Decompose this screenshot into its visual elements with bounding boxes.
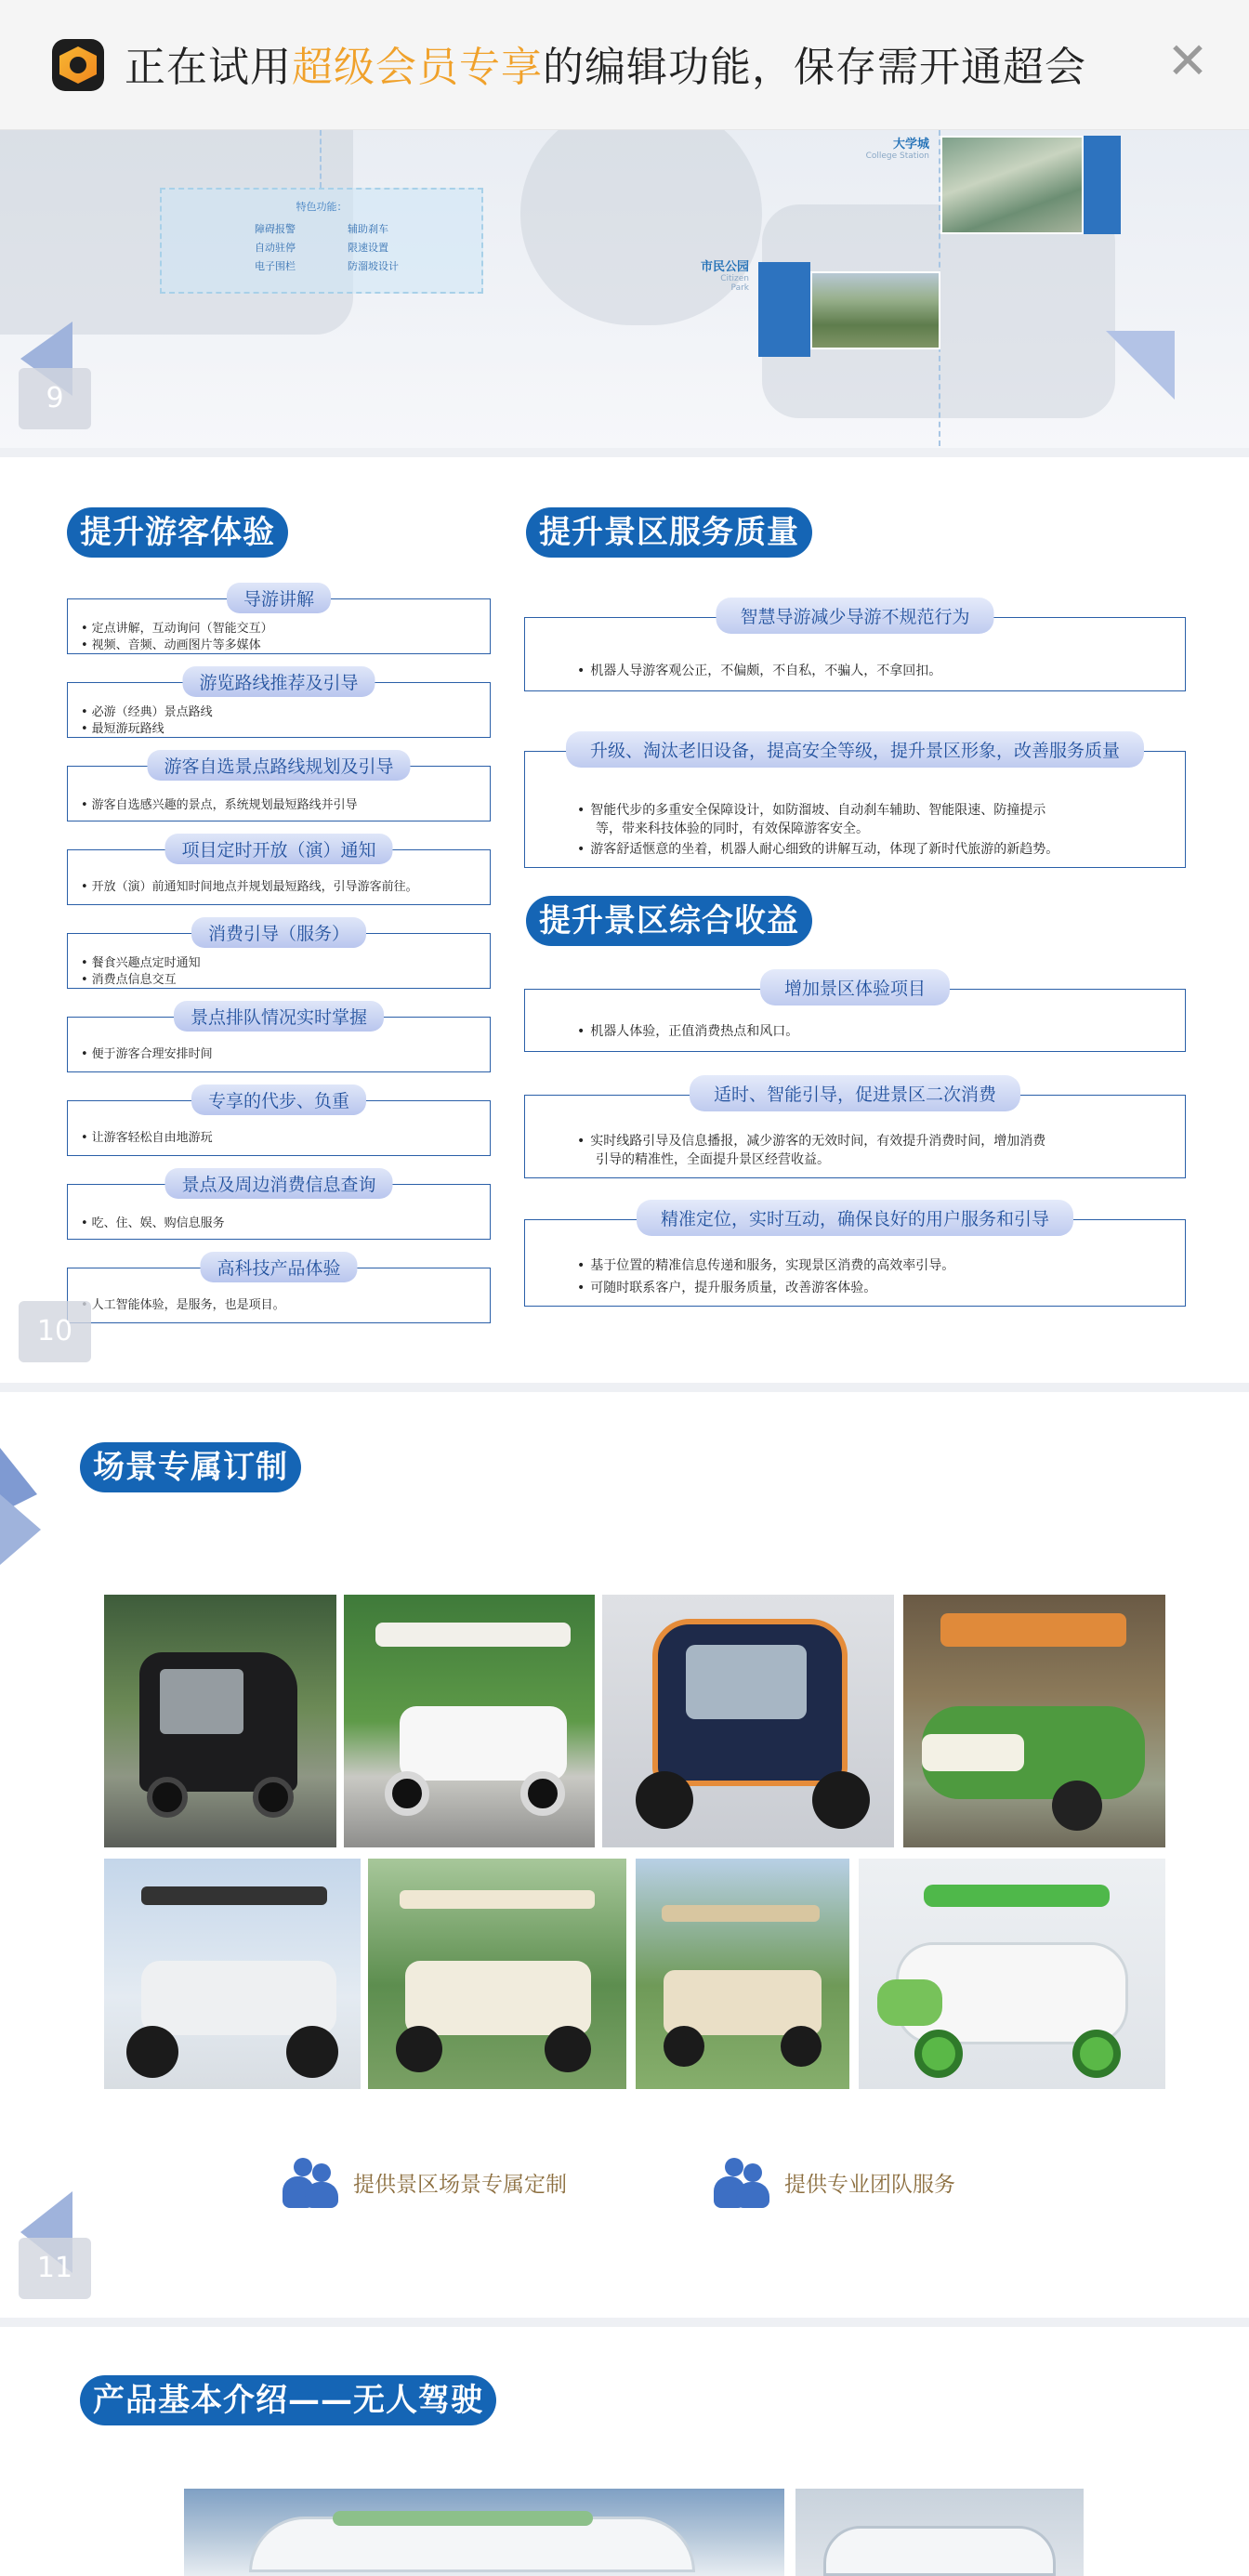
right-item-box: 升级、淘汰老旧设备，提高安全等级，提升景区形象，改善服务质量 • 智能代步的多重安全保障设计，如防溜坡、自动刹车辅助、智能限速、防撞提示 等，带来科技体验的同时，有效保障游客安全。 • 游客舒适惬意的坐着，机器人耐心细致的讲解互动，体现了新时代旅游的新趋势。 (524, 751, 1186, 868)
page-number: 11 (19, 2238, 91, 2299)
place-label-college: 大学城 College Station (865, 138, 929, 161)
slide-page-10 (0, 457, 1249, 1383)
cart-photo-navy-orange (602, 1595, 894, 1847)
right-item-box: 智慧导游减少导游不规范行为 • 机器人导游客观公正，不偏颇，不自私，不骗人，不拿回扣。 (524, 617, 1186, 691)
right-section-title-1: 提升景区服务质量 (526, 507, 812, 558)
product-photo-shuttle-2 (795, 2489, 1084, 2576)
svip-highlight[interactable]: 超级会员专享 (292, 44, 543, 91)
left-item-box: 导游讲解 • 定点讲解，互动询问（智能交互） • 视频、音频、动画图片等多媒体 (67, 598, 491, 654)
background-robot-shape (520, 130, 762, 325)
people-group-icon (281, 2156, 338, 2208)
close-icon[interactable]: ✕ (1166, 32, 1209, 90)
cart-photo-cream (368, 1859, 626, 2089)
college-photo (940, 136, 1084, 234)
left-item-box: 景点排队情况实时掌握 • 便于游客合理安排时间 (67, 1017, 491, 1072)
blue-block (758, 262, 810, 357)
cart-photo-cow-dinosaur (859, 1859, 1165, 2089)
left-item-box: 项目定时开放（演）通知 • 开放（演）前通知时间地点并规划最短路线，引导游客前往。 (67, 849, 491, 905)
connector-line (320, 130, 322, 188)
section-title: 产品基本介绍——无人驾驶 (80, 2375, 496, 2425)
cart-photo-crocodile (903, 1595, 1165, 1847)
left-item-box: 游客自选景点路线规划及引导 • 游客自选感兴趣的景点，系统规划最短路线并引导 (67, 766, 491, 821)
service-team: 提供专业团队服务 (712, 2156, 955, 2208)
cart-photo-white (344, 1595, 595, 1847)
decor-triangle (1106, 331, 1175, 400)
slide-page-12 (0, 2327, 1249, 2576)
right-item-box: 增加景区体验项目 • 机器人体验，正值消费热点和风口。 (524, 989, 1186, 1052)
right-item-box: 精准定位，实时互动，确保良好的用户服务和引导 • 基于位置的精准信息传递和服务，实现景区消费的高效率引导。 • 可随时联系客户，提升服务质量，改善游客体验。 (524, 1219, 1186, 1307)
left-item-box: 专享的代步、负重 • 让游客轻松自由地游玩 (67, 1100, 491, 1156)
park-photo (810, 271, 940, 349)
blue-block (1084, 136, 1121, 234)
trial-banner[interactable] (0, 0, 1249, 130)
people-group-icon (712, 2156, 769, 2208)
right-section-title-2: 提升景区综合收益 (526, 896, 812, 946)
page-number: 10 (19, 1301, 91, 1362)
slide-page-11 (0, 1392, 1249, 2318)
slide-page-9 (0, 130, 1249, 448)
left-item-box: 游览路线推荐及引导 • 必游（经典）景点路线 • 最短游玩路线 (67, 682, 491, 738)
cart-photo-silver (104, 1859, 361, 2089)
page-number: 9 (19, 368, 91, 429)
baidu-netdisk-logo-icon (52, 39, 104, 91)
right-item-box: 适时、智能引导，促进景区二次消费 • 实时线路引导及信息播报，减少游客的无效时间，有效提升消费时间，增加消费 引导的精准性，全面提升景区经营收益。 (524, 1095, 1186, 1178)
left-section-title: 提升游客体验 (67, 507, 288, 558)
section-title: 场景专属订制 (80, 1442, 301, 1492)
left-item-box: 景点及周边消费信息查询 • 吃、住、娱、购信息服务 (67, 1184, 491, 1240)
cart-photo-beige (636, 1859, 849, 2089)
product-photo-shuttle (184, 2489, 784, 2576)
place-label-park: 市民公园 Citizen Park (700, 260, 749, 293)
left-item-box: 高科技产品体验 • 人工智能体验，是服务，也是项目。 (67, 1268, 491, 1323)
features-panel: 特色功能： 障碍报警 辅助刹车 自动驻停 限速设置 电子围栏 防溜坡设计 (160, 188, 483, 294)
trial-message[interactable]: 正在试用超级会员专享的编辑功能，保存需开通超会 (125, 44, 1086, 91)
service-custom: 提供景区场景专属定制 (281, 2156, 567, 2208)
decor-triangle (0, 1494, 41, 1565)
left-item-box: 消费引导（服务） • 餐食兴趣点定时通知 • 消费点信息交互 (67, 933, 491, 989)
cart-photo-black-red (104, 1595, 336, 1847)
